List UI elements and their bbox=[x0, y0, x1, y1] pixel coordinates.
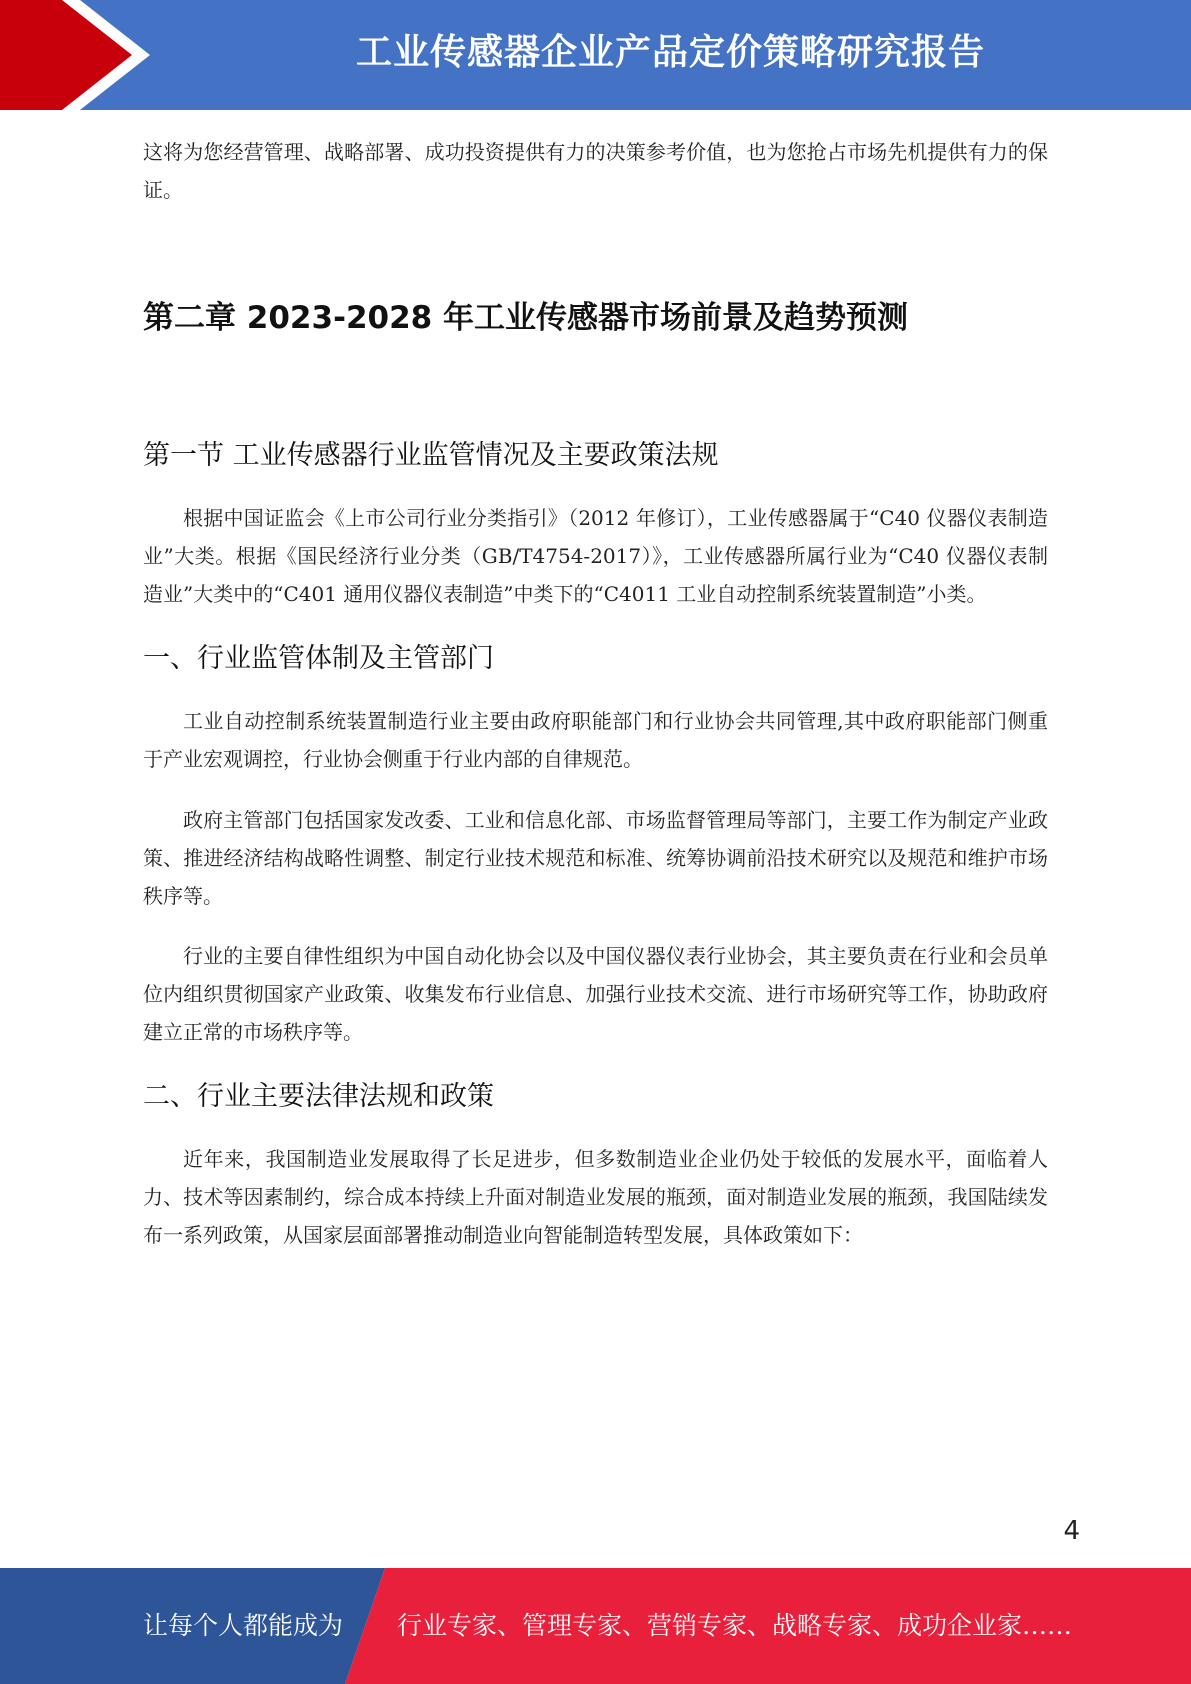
footer-slogan-right: 行业专家、管理专家、营销专家、战略专家、成功企业家…… bbox=[397, 1611, 1073, 1640]
report-title: 工业传感器企业产品定价策略研究报告 bbox=[355, 32, 985, 73]
page-footer bbox=[0, 1568, 1191, 1684]
subsection-heading-2: 二、行业主要法律法规和政策 bbox=[143, 1081, 494, 1112]
subsection-2-paragraph: 近年来，我国制造业发展取得了长足进步，但多数制造业企业仍处于较低的发展水平，面临着人力、技术等因素制约，综合成本持续上升面对制造业发展的瓶颈，面对制造业发展的瓶颈，我国陆续发布一系列政策，从国家层面部署推动制造业向智能制造转型发展，具体政策如下： bbox=[143, 1147, 1048, 1247]
section-paragraph: 根据中国证监会《上市公司行业分类指引》（2012 年修订），工业传感器属于“C40 仪器仪表制造业”大类。根据《国民经济行业分类（GB/T4754-2017）》，工业传感器所属行业为“C40 仪器仪表制造业”大类中的“C401 通用仪器仪表制造”中类下的“C4011 工业自动控制系统装置制造”小类。 bbox=[143, 506, 1048, 606]
page-number: 4 bbox=[1063, 1516, 1080, 1546]
section-heading: 第一节 工业传感器行业监管情况及主要政策法规 bbox=[143, 440, 719, 471]
chapter-heading: 第二章 2023-2028 年工业传感器市场前景及趋势预测 bbox=[143, 300, 909, 336]
header-chevron-decoration bbox=[0, 0, 160, 110]
intro-paragraph: 这将为您经营管理、战略部署、成功投资提供有力的决策参考价值，也为您抢占市场先机提供有力的保证。 bbox=[143, 140, 1048, 202]
subsection-1-paragraph-2: 政府主管部门包括国家发改委、工业和信息化部、市场监督管理局等部门，主要工作为制定产业政策、推进经济结构战略性调整、制定行业技术规范和标准、统筹协调前沿技术研究以及规范和维护市场秩序等。 bbox=[143, 808, 1048, 908]
subsection-heading-1: 一、行业监管体制及主管部门 bbox=[143, 643, 494, 674]
footer-slogan-left: 让每个人都能成为 bbox=[143, 1611, 344, 1640]
page-header bbox=[0, 0, 1191, 110]
subsection-1-paragraph-3: 行业的主要自律性组织为中国自动化协会以及中国仪器仪表行业协会，其主要负责在行业和会员单位内组织贯彻国家产业政策、收集发布行业信息、加强行业技术交流、进行市场研究等工作，协助政府建立正常的市场秩序等。 bbox=[143, 944, 1048, 1044]
subsection-1-paragraph-1: 工业自动控制系统装置制造行业主要由政府职能部门和行业协会共同管理,其中政府职能部门侧重于产业宏观调控，行业协会侧重于行业内部的自律规范。 bbox=[143, 709, 1048, 771]
